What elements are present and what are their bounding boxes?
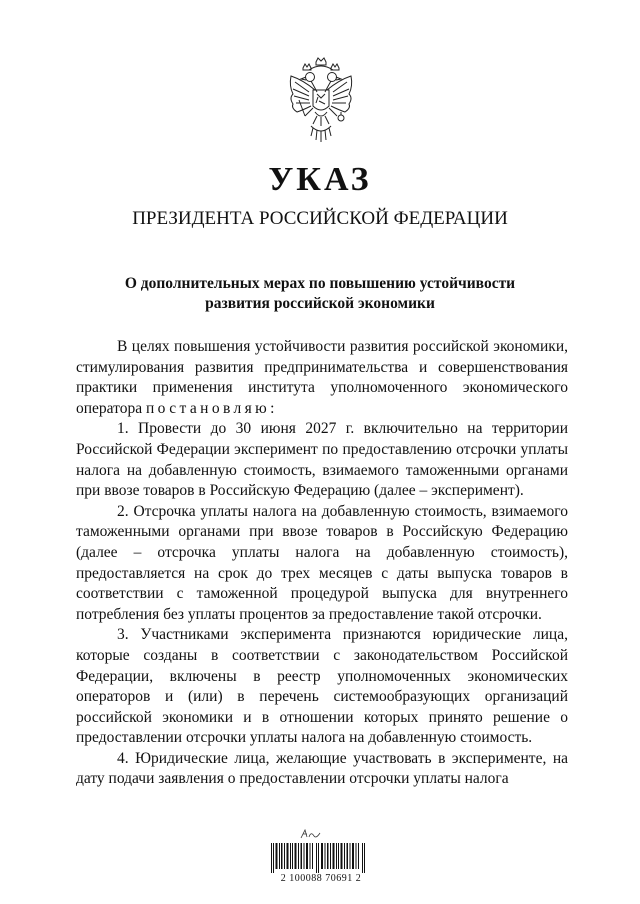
handwritten-initials-icon [300,828,322,840]
preamble-paragraph [76,337,568,419]
decree-heading-line-2: развития российской экономики [205,295,435,312]
preamble-text: В целях повышения устойчивости развития российской экономики, стимулирования развития предпринимательства и совершенствования практики применения института уполномоченного экономического оператора [76,338,568,417]
document-subtitle: ПРЕЗИДЕНТА РОССИЙСКОЙ ФЕДЕРАЦИИ [132,208,508,229]
barcode-number: 2 100088 70691 2 [280,873,362,884]
decree-item-2: 2. Отсрочка уплаты налога на добавленную стоимость, взимаемого таможенными органами при ввозе товаров в Российскую Федерацию (далее – отсрочка уплаты налога на добавленную стоимость), предоставляется на срок до трех месяцев с даты выпуска товаров в соответствии с таможенной процедурой выпуска для внутреннего потребления без уплаты процентов за предоставление такой отсрочки. [76,502,568,623]
document-title: УКАЗ [268,161,372,198]
decree-heading [80,274,560,314]
decree-body [76,337,568,790]
decree-item-4: 4. Юридические лица, желающие участвовать в эксперименте, на дату подачи заявления о предоставлении отсрочки уплаты налога [76,749,568,788]
decree-item-3: 3. Участниками эксперимента признаются юридические лица, которые созданы в соответствии с законодательством Российской Федерации, включены в реестр уполномоченных экономических операторов и (или) в перечень системообразующих организаций российской экономики и в отношении которых принято решение о предоставлении отсрочки уплаты налога на добавленную стоимость. [76,626,568,747]
decree-heading-line-1: О дополнительных мерах по повышению устойчивости [124,275,516,292]
coat-of-arms-icon [283,56,359,146]
preamble-keyword: постановляю: [145,399,278,417]
decree-item-1: 1. Провести до 30 июня 2027 г. включительно на территории Российской Федерации эксперимент по предоставлению отсрочки уплаты налога на добавленную стоимость, взимаемого таможенными органами при ввозе товаров в Российскую Федерацию (далее – эксперимент). [76,420,568,500]
barcode-icon [271,843,365,873]
